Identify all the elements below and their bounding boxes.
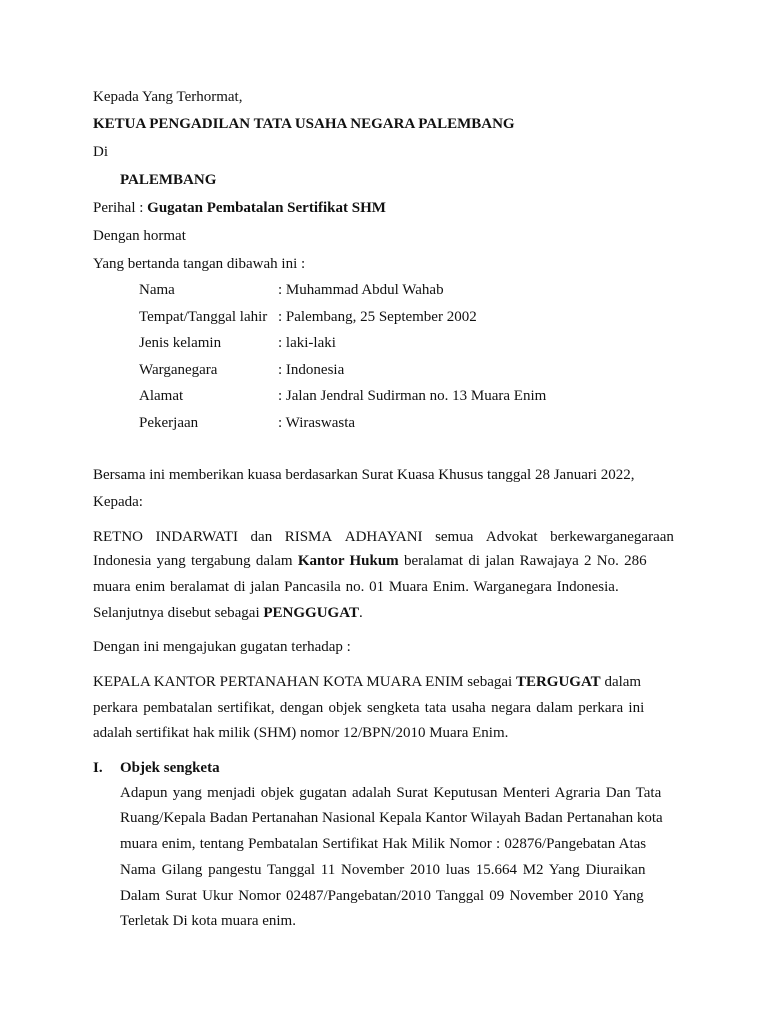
identity-label-alamat: Alamat xyxy=(139,388,184,404)
word: RISMA xyxy=(284,529,333,545)
text: KEPALA KANTOR PERTANAHAN KOTA MUARA ENIM sebagai xyxy=(93,674,516,690)
paragraph-line: muara enim beralamat di jalan Pancasila no. 01 Muara Enim. Warganegara Indonesia. xyxy=(93,579,619,595)
word: INDARWATI xyxy=(155,529,239,545)
penggugat: PENGGUGAT xyxy=(263,605,359,621)
kantor-hukum: Kantor Hukum xyxy=(297,553,399,569)
paragraph-line xyxy=(93,552,647,570)
section-title: Objek sengketa xyxy=(120,760,220,776)
perihal-value: Gugatan Pembatalan Sertifikat SHM xyxy=(147,200,386,216)
section-line: Dalam Surat Ukur Nomor 02487/Pangebatan/2010 Tanggal 09 November 2010 Yang xyxy=(120,888,644,904)
identity-label-ttl: Tempat/Tanggal lahir xyxy=(139,309,268,325)
addressee: KETUA PENGADILAN TATA USAHA NEGARA PALEMBANG xyxy=(93,116,515,132)
perihal xyxy=(93,199,386,217)
section-number: I. xyxy=(93,760,103,776)
word: dan xyxy=(250,529,273,545)
word: RETNO xyxy=(93,529,143,545)
text: Selanjutnya disebut sebagai xyxy=(93,605,264,621)
identity-value-pekerjaan: : Wiraswasta xyxy=(278,415,356,431)
paragraph-line xyxy=(93,528,674,546)
text: beralamat di jalan Rawajaya 2 No. 286 xyxy=(398,553,647,569)
identity-label-pekerjaan: Pekerjaan xyxy=(139,415,199,431)
word: berkewarganegaraan xyxy=(550,529,674,545)
kuasa-statement: Bersama ini memberikan kuasa berdasarkan Surat Kuasa Khusus tanggal 28 Januari 2022, xyxy=(93,467,635,483)
di-label: Di xyxy=(93,144,108,160)
word: Advokat xyxy=(485,529,538,545)
section-line: muara enim, tentang Pembatalan Sertifikat Hak Milik Nomor : 02876/Pangebatan Atas xyxy=(120,836,647,852)
paragraph-line xyxy=(93,673,641,691)
section-line: Adapun yang menjadi objek gugatan adalah Surat Keputusan Menteri Agraria Dan Tata xyxy=(120,785,662,801)
city: PALEMBANG xyxy=(120,172,217,188)
identity-value-warganegara: : Indonesia xyxy=(278,362,345,378)
paragraph-line xyxy=(93,604,363,622)
gugatan-intro: Dengan ini mengajukan gugatan terhadap : xyxy=(93,639,351,655)
intro: Yang bertanda tangan dibawah ini : xyxy=(93,256,306,272)
kepada-label: Kepada: xyxy=(93,494,143,510)
text: Indonesia yang tergabung dalam xyxy=(93,553,298,569)
word: semua xyxy=(435,529,474,545)
identity-value-ttl: : Palembang, 25 September 2002 xyxy=(278,309,477,325)
identity-value-nama: : Muhammad Abdul Wahab xyxy=(278,282,444,298)
tergugat: TERGUGAT xyxy=(515,674,601,690)
salutation: Kepada Yang Terhormat, xyxy=(93,89,243,105)
section-line: Ruang/Kepala Badan Pertanahan Nasional Kepala Kantor Wilayah Badan Pertanahan kota xyxy=(120,810,663,826)
identity-label-jenis-kelamin: Jenis kelamin xyxy=(139,335,222,351)
greeting: Dengan hormat xyxy=(93,228,186,244)
perihal-label: Perihal : xyxy=(93,200,148,216)
section-line: Terletak Di kota muara enim. xyxy=(120,913,296,929)
identity-label-nama: Nama xyxy=(139,282,175,298)
paragraph-line: adalah sertifikat hak milik (SHM) nomor 12/BPN/2010 Muara Enim. xyxy=(93,725,509,741)
word: ADHAYANI xyxy=(344,529,423,545)
identity-label-warganegara: Warganegara xyxy=(139,362,218,378)
identity-value-alamat: : Jalan Jendral Sudirman no. 13 Muara Enim xyxy=(278,388,547,404)
paragraph-line: perkara pembatalan sertifikat, dengan objek sengketa tata usaha negara dalam perkara ini xyxy=(93,700,645,716)
section-line: Nama Gilang pangestu Tanggal 11 November 2010 luas 15.664 M2 Yang Diuraikan xyxy=(120,862,646,878)
text: dalam xyxy=(600,674,642,690)
identity-value-jenis-kelamin: : laki-laki xyxy=(278,335,336,351)
text: . xyxy=(358,605,363,621)
